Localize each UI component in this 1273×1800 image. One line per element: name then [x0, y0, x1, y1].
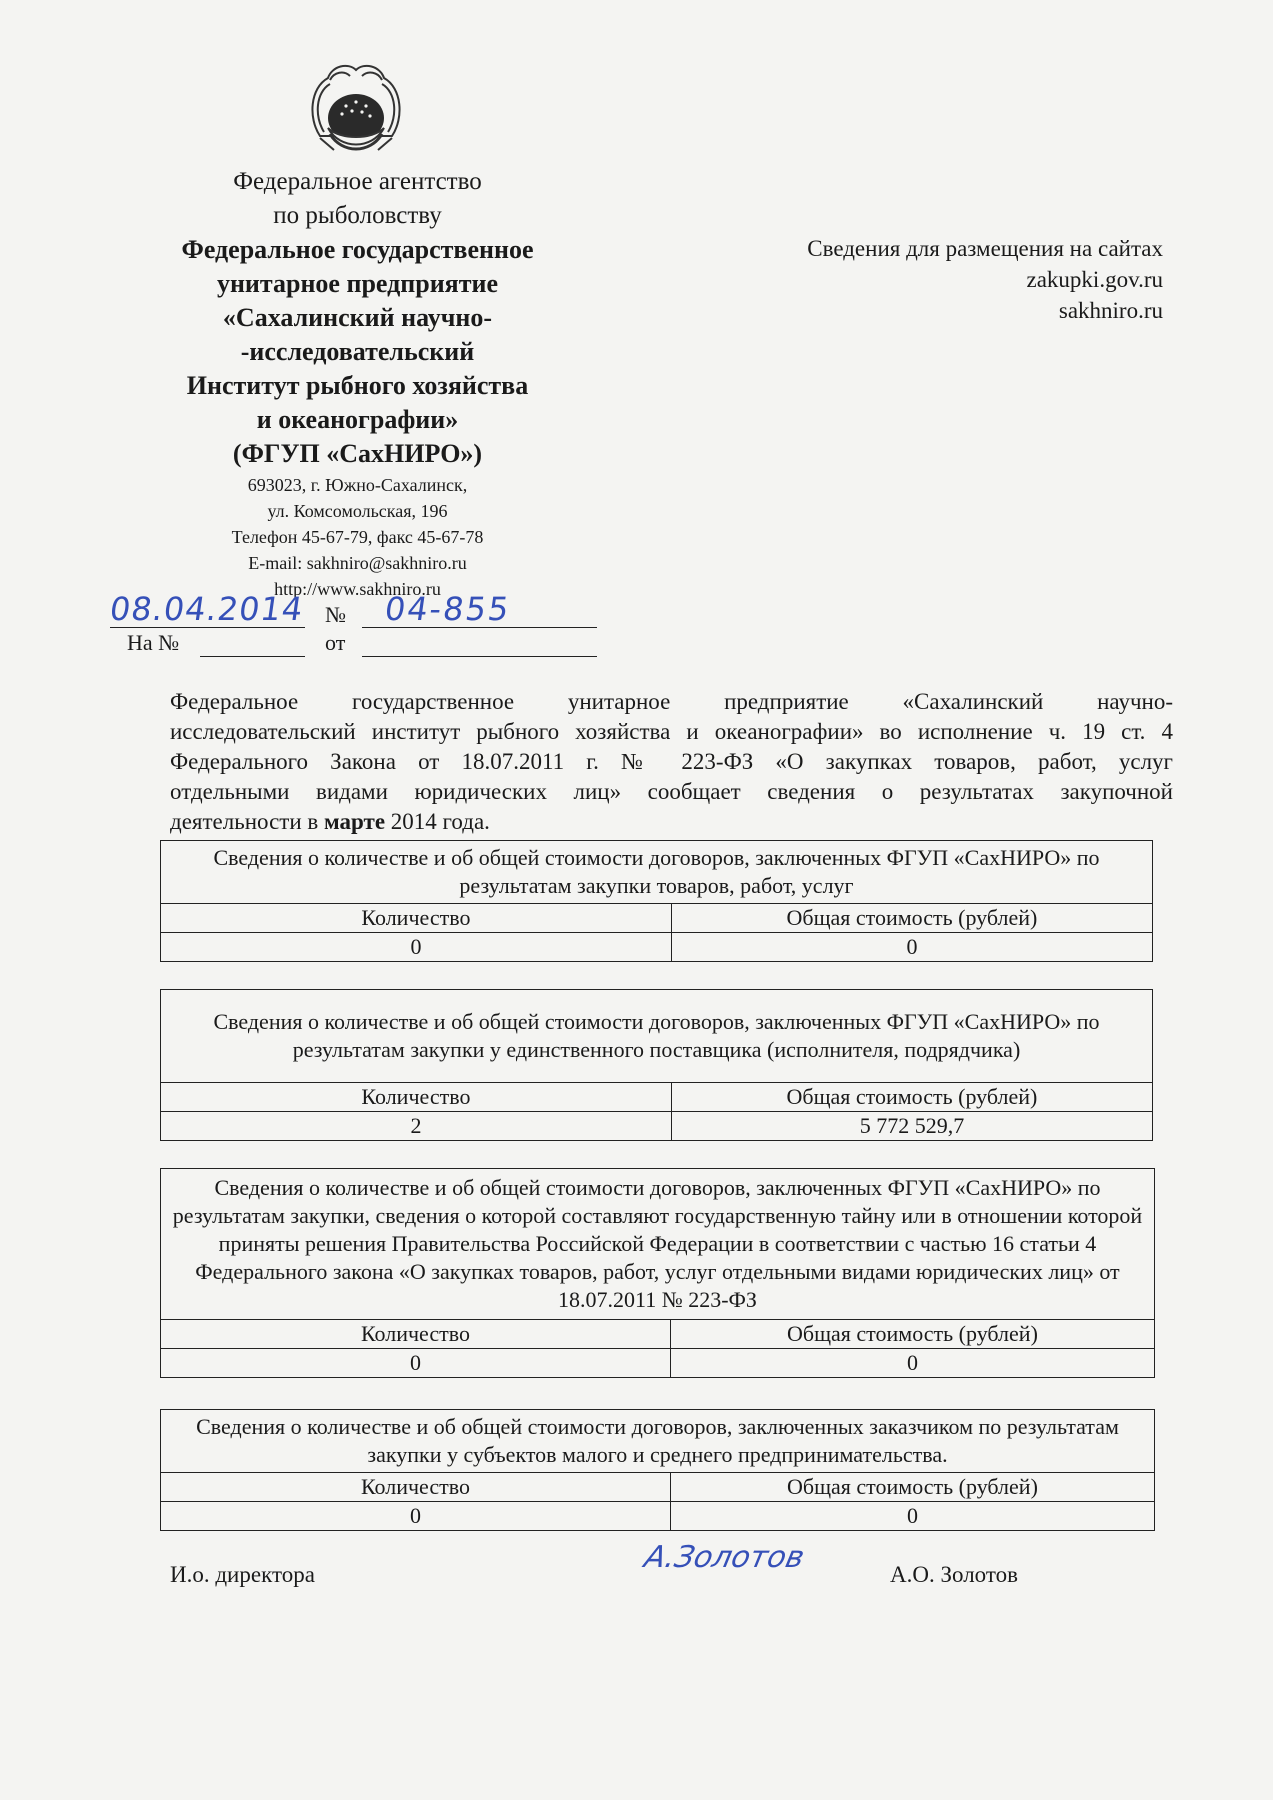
site-placement-note — [807, 233, 1163, 326]
ref-number-label: На № — [127, 630, 180, 655]
date-underline — [110, 627, 305, 628]
signatory-name: А.О. Золотов — [890, 1562, 1018, 1587]
site-note-title: Сведения для размещения на сайтах — [807, 236, 1163, 261]
count-value: 0 — [161, 1349, 671, 1378]
col-header-total: Общая стоимость (рублей) — [670, 1320, 1154, 1349]
intro-line: Федерального Закона от 18.07.2011 г. № 223-ФЗ «О закупках товаров, работ, услуг — [170, 749, 1173, 774]
org-name-line: Федеральное государственное — [181, 235, 534, 264]
site-note-site: sakhniro.ru — [1058, 298, 1163, 323]
agency-name-line2: по рыболовству — [273, 202, 442, 229]
intro-line: исследовательский институт рыбного хозяйства и океанографии» во исполнение ч. 19 ст. 4 — [170, 719, 1173, 744]
intro-last-prefix: деятельности в — [170, 809, 325, 834]
letterhead — [130, 165, 585, 601]
org-name-line: унитарное предприятие — [216, 269, 499, 298]
handwritten-signature: А.Золотов — [641, 1540, 808, 1575]
contracts-table-4 — [160, 1409, 1155, 1531]
org-name-line: и океанографии» — [256, 405, 459, 434]
col-header-count: Количество — [161, 1320, 671, 1349]
intro-paragraph — [170, 687, 1173, 837]
col-header-total: Общая стоимость (рублей) — [671, 904, 1152, 933]
handwritten-number: 04-855 — [382, 590, 514, 628]
org-name-line: Институт рыбного хозяйства — [186, 371, 529, 400]
ref-from-label: от — [325, 630, 346, 655]
total-value: 0 — [671, 933, 1152, 962]
organization-logo — [300, 58, 412, 166]
intro-line: Федеральное государственное унитарное предприятие «Сахалинский научно- — [170, 689, 1173, 714]
intro-month: марте — [324, 809, 386, 834]
website: http://www.sakhniro.ru — [274, 579, 441, 599]
site-note-site: zakupki.gov.ru — [1026, 267, 1163, 292]
col-header-count: Количество — [161, 904, 672, 933]
table-caption: Сведения о количестве и об общей стоимости договоров, заключенных ФГУП «СахНИРО» по результатам закупки товаров, работ, услуг — [161, 841, 1153, 904]
address-line2: ул. Комсомольская, 196 — [267, 501, 448, 521]
address-line1: 693023, г. Южно-Сахалинск, — [247, 475, 468, 495]
count-value: 0 — [161, 933, 672, 962]
ref-date-underline — [362, 656, 597, 657]
contracts-table-2 — [160, 989, 1153, 1141]
handwritten-date: 08.04.2014 — [107, 590, 306, 628]
count-value: 0 — [161, 1502, 671, 1531]
contracts-table-1 — [160, 840, 1153, 962]
total-value: 5 772 529,7 — [671, 1112, 1152, 1141]
number-sign: № — [325, 602, 346, 627]
col-header-total: Общая стоимость (рублей) — [671, 1083, 1152, 1112]
count-value: 2 — [161, 1112, 672, 1141]
col-header-count: Количество — [161, 1083, 672, 1112]
agency-name-line1: Федеральное агентство — [233, 168, 482, 195]
email: E-mail: sakhniro@sakhniro.ru — [248, 553, 467, 573]
intro-line: отдельными видами юридических лиц» сообщает сведения о результатах закупочной — [170, 779, 1173, 804]
intro-last-suffix: 2014 года. — [385, 809, 490, 834]
org-name-line: «Сахалинский научно- — [222, 303, 493, 332]
col-header-count: Количество — [161, 1473, 671, 1502]
table-caption: Сведения о количестве и об общей стоимости договоров, заключенных заказчиком по результатам закупки у субъектов малого и среднего предпринимательства. — [161, 1410, 1155, 1473]
table-caption: Сведения о количестве и об общей стоимости договоров, заключенных ФГУП «СахНИРО» по результатам закупки, сведения о которой составляют государственную тайну или в отношении которой приняты решения Правительства Российской Федерации в соответствии с частью 16 статьи 4 Федерального закона «О закупках товаров, работ, услуг отдельными видами юридических лиц» от 18.07.2011 № 223-ФЗ — [161, 1169, 1155, 1320]
phone-fax: Телефон 45-67-79, факс 45-67-78 — [231, 527, 484, 547]
ref-number-underline — [200, 656, 305, 657]
col-header-total: Общая стоимость (рублей) — [670, 1473, 1154, 1502]
total-value: 0 — [670, 1349, 1154, 1378]
table-caption: Сведения о количестве и об общей стоимости договоров, заключенных ФГУП «СахНИРО» по результатам закупки у единственного поставщика (исполнителя, подрядчика) — [161, 990, 1153, 1083]
number-underline — [362, 627, 597, 628]
contracts-table-3 — [160, 1168, 1155, 1378]
org-name-line: (ФГУП «СахНИРО») — [232, 439, 483, 468]
total-value: 0 — [670, 1502, 1154, 1531]
intro-last-line — [170, 807, 1173, 837]
org-name-line: -исследовательский — [240, 337, 475, 366]
signatory-position: И.о. директора — [170, 1562, 315, 1587]
